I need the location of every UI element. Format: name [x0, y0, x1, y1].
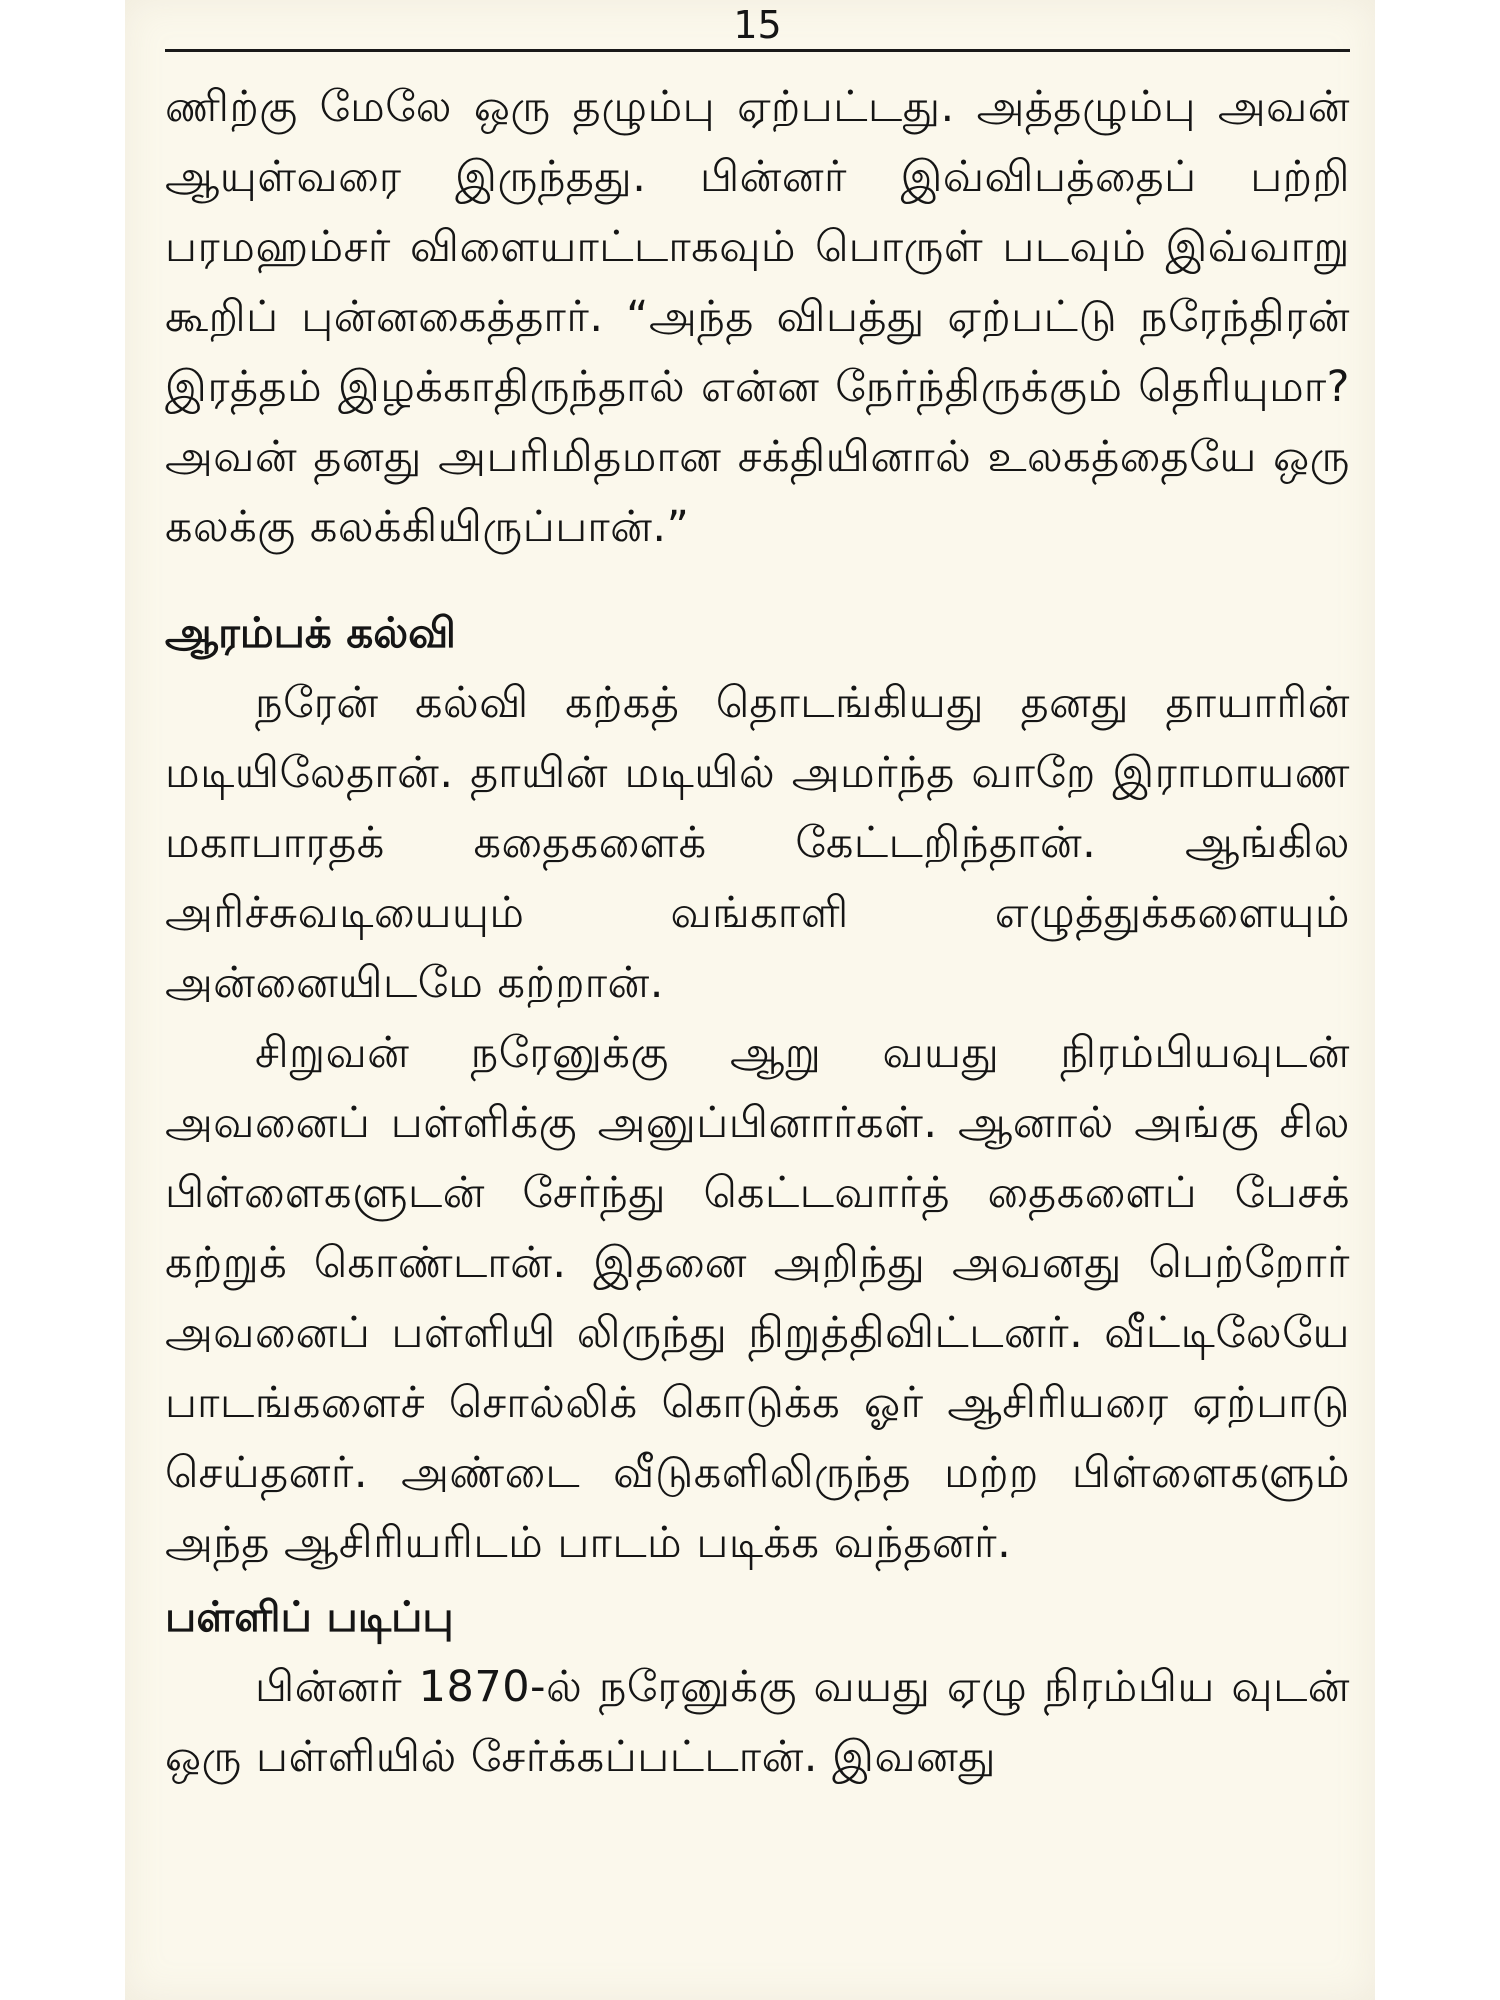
section-heading: ஆரம்பக் கல்வி [165, 608, 456, 657]
page-number: 15 [733, 3, 782, 47]
paragraph: சிறுவன் நரேனுக்கு ஆறு வயது நிரம்பியவுடன் அவனைப் பள்ளிக்கு அனுப்பினார்கள். ஆனால் அங்கு சில பிள்ளைகளுடன் சேர்ந்து கெட்டவார்த் தைகளைப் பேசக் கற்றுக் கொண்டான். இதனை அறிந்து அவனது பெற்றோர் அவனைப் பள்ளியி லிருந்து நிறுத்திவிட்டனர். வீட்டிலேயே பாடங்களைச் சொல்லிக் கொடுக்க ஓர் ஆசிரியரை ஏற்பாடு செய்தனர். அண்டை வீடுகளிலிருந்த மற்ற பிள்ளைகளும் அந்த ஆசிரியரிடம் பாடம் படிக்க வந்தனர். [165, 1028, 1350, 1568]
book-page [125, 0, 1375, 2000]
page-content [165, 0, 1350, 1792]
header-rule [165, 49, 1350, 52]
paragraph: ணிற்கு மேலே ஒரு தழும்பு ஏற்பட்டது. அத்தழும்பு அவன் ஆயுள்வரை இருந்தது. பின்னர் இவ்விபத்தைப் பற்றி பரமஹம்சர் விளையாட்டாகவும் பொருள் படவும் இவ்வாறு கூறிப் புன்னகைத்தார். “அந்த விபத்து ஏற்பட்டு நரேந்திரன் இரத்தம் இழக்காதிருந்தால் என்ன நேர்ந்திருக்கும் தெரியுமா? அவன் தனது அபரிமிதமான சக்தியினால் உலகத்தையே ஒரு கலக்கு கலக்கியிருப்பான்.” [165, 82, 1350, 552]
section-heading: பள்ளிப் படிப்பு [165, 1592, 454, 1641]
paragraph: நரேன் கல்வி கற்கத் தொடங்கியது தனது தாயாரின் மடியிலேதான். தாயின் மடியில் அமர்ந்த வாறே இராமாயண மகாபாரதக் கதைகளைக் கேட்டறிந்தான். ஆங்கில அரிச்சுவடியையும் வங்காளி எழுத்துக்களையும் அன்னையிடமே கற்றான். [165, 678, 1350, 1008]
paragraph: பின்னர் 1870-ல் நரேனுக்கு வயது ஏழு நிரம்பிய வுடன் ஒரு பள்ளியில் சேர்க்கப்பட்டான். இவனது [165, 1662, 1350, 1782]
